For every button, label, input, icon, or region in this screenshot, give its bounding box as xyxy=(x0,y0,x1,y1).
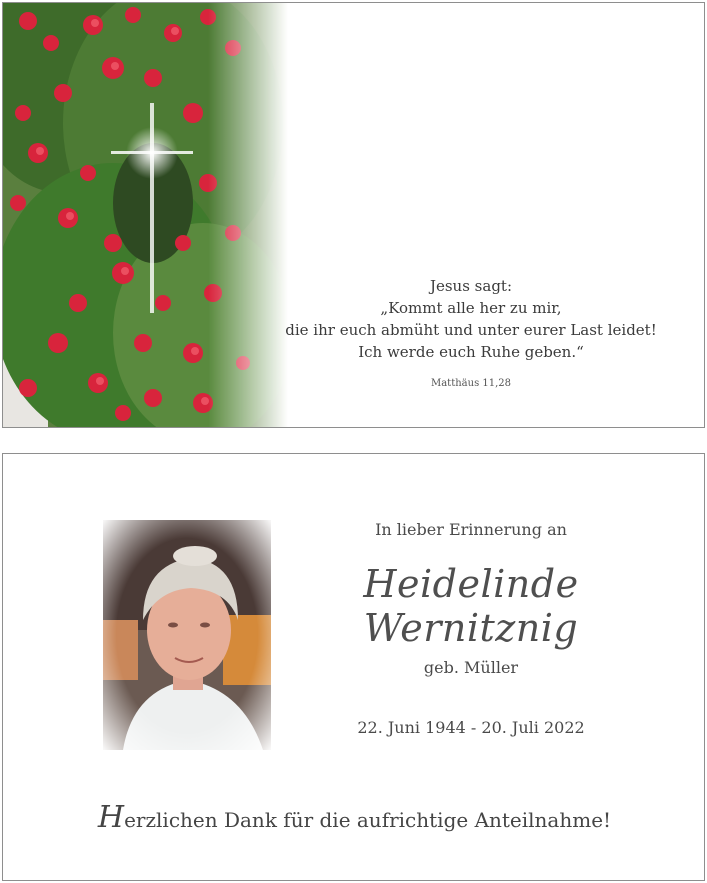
back-card xyxy=(2,453,705,881)
rose-cross-image xyxy=(3,3,288,427)
verse-line: „Kommt alle her zu mir, xyxy=(380,299,562,317)
thanks-text: erzlichen Dank für die aufrichtige Anteilnahme! xyxy=(124,808,612,832)
verse-reference: Matthäus 11,28 xyxy=(430,378,512,389)
front-card xyxy=(2,2,705,428)
maiden-name: geb. Müller xyxy=(423,658,519,677)
life-dates: 22. Juni 1944 - 20. Juli 2022 xyxy=(357,718,585,737)
thanks-initial: H xyxy=(97,800,125,835)
thanks-message xyxy=(3,800,705,835)
memory-intro: In lieber Erinnerung an xyxy=(375,520,567,539)
portrait-photo xyxy=(103,520,271,750)
deceased-name: Heidelinde Wernitznig xyxy=(363,562,579,650)
verse-line: die ihr euch abmüht und unter eurer Last leidet! xyxy=(285,321,657,339)
verse-line: Ich werde euch Ruhe geben.“ xyxy=(358,343,584,361)
verse-heading: Jesus sagt: xyxy=(429,277,513,295)
